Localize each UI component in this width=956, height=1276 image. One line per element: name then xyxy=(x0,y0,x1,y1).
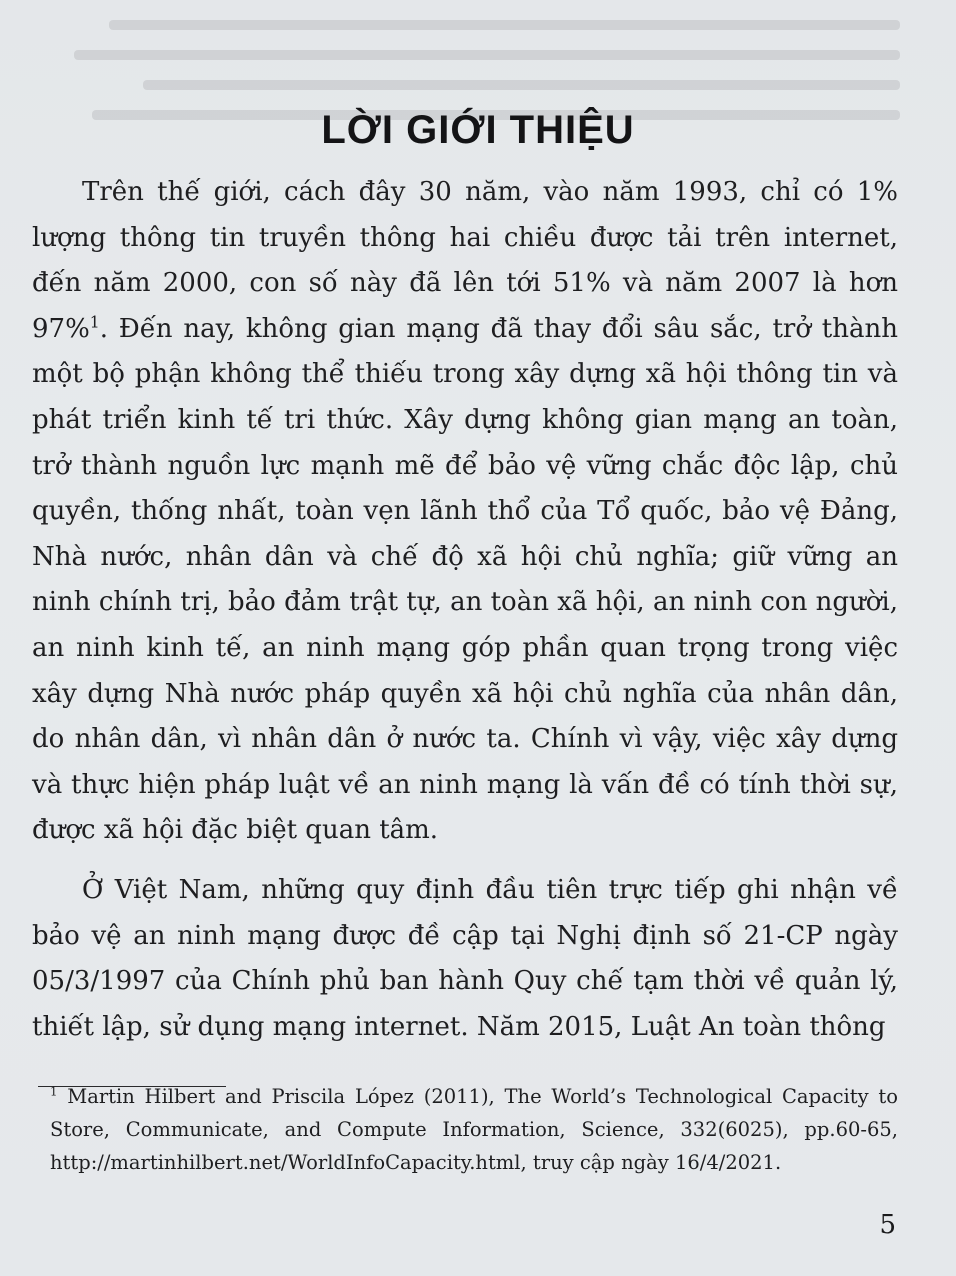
paragraph-1-rest: . Đến nay, không gian mạng đã thay đổi sâu sắc, trở thành một bộ phận không thể thiếu trong xây dựng xã hội thông tin và phát triển kinh tế tri thức. Xây dựng không gian mạng an toàn, trở thành nguồn lực mạnh mẽ để bảo vệ vững chắc độc lập, chủ quyền, thống nhất, toàn vẹn lãnh thổ của Tổ quốc, bảo vệ Đảng, Nhà nước, nhân dân và chế độ xã hội chủ nghĩa; giữ vững an ninh chính trị, bảo đảm trật tự, an toàn xã hội, an ninh con người, an ninh kinh tế, an ninh mạng góp phần quan trọng trong việc xây dựng Nhà nước pháp quyền xã hội chủ nghĩa của nhân dân, do nhân dân, vì nhân dân ở nước ta. Chính vì vậy, việc xây dựng và thực hiện pháp luật về an ninh mạng là vấn đề có tính thời sự, được xã hội đặc biệt quan tâm. xyxy=(32,313,898,846)
body-text xyxy=(32,170,898,1050)
paragraph-2: Ở Việt Nam, những quy định đầu tiên trực tiếp ghi nhận về bảo vệ an ninh mạng được đề cập tại Nghị định số 21-CP ngày 05/3/1997 của Chính phủ ban hành Quy chế tạm thời về quản lý, thiết lập, sử dụng mạng internet. Năm 2015, Luật An toàn thông xyxy=(32,874,898,1042)
page-title: LỜI GIỚI THIỆU xyxy=(321,108,635,152)
paragraph-1 xyxy=(32,170,898,854)
footnote xyxy=(50,1080,898,1179)
footnote-reference: 1 xyxy=(89,313,100,332)
footnote-text: Martin Hilbert and Priscila López (2011), The World’s Technological Capacity to Store, Communicate, and Compute Information, Science, 332(6025), pp.60-65, http://martinhilbert.net/WorldInfoCapacity.html, truy cập ngày 16/4/2021. xyxy=(50,1085,899,1174)
footnote-marker: 1 xyxy=(50,1084,58,1099)
paragraph-1-start: Trên thế giới, cách đây 30 năm, vào năm 1993, chỉ có 1% lượng thông tin truyền thông hai chiều được tải trên internet, đến năm 2000, con số này đã lên tới 51% và năm 2007 là hơn 97% xyxy=(32,177,898,344)
page-number: 5 xyxy=(879,1210,896,1240)
